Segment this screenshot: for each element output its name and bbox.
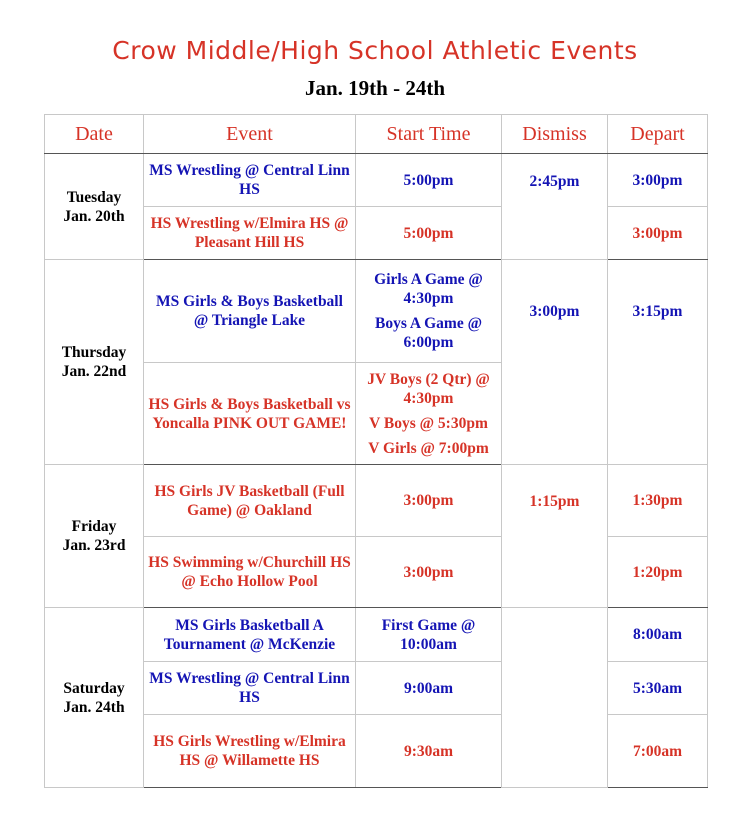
page-title: Crow Middle/High School Athletic Events	[112, 36, 638, 65]
column-header-date: Date	[45, 115, 144, 154]
table-row	[45, 207, 708, 260]
start-time-cell	[356, 363, 502, 465]
date-range: Jan. 19th - 24th	[304, 76, 446, 100]
table-row	[45, 154, 708, 207]
day-name: Friday	[71, 518, 117, 535]
day-date: Jan. 20th	[63, 207, 125, 225]
start-time-cell: 5:00pm	[356, 207, 502, 260]
start-time-cell: 3:00pm	[356, 537, 502, 608]
events-table	[44, 114, 708, 788]
dismiss-cell: 3:00pm	[502, 260, 608, 465]
dismiss-cell: 1:15pm	[502, 465, 608, 608]
start-time-line: Girls A Game @ 4:30pm	[374, 271, 483, 307]
start-time-line: V Girls @ 7:00pm	[368, 439, 489, 457]
event-cell: MS Wrestling @ Central Linn HS	[144, 154, 356, 207]
depart-cell: 3:15pm	[608, 260, 708, 465]
event-cell: HS Wrestling w/Elmira HS @ Pleasant Hill HS	[144, 207, 356, 260]
start-time-line: JV Boys (2 Qtr) @ 4:30pm	[367, 370, 490, 407]
event-cell: HS Girls Wrestling w/Elmira HS @ Willamette HS	[144, 715, 356, 788]
start-time-cell: 3:00pm	[356, 465, 502, 537]
day-name: Tuesday	[66, 188, 122, 206]
start-time-line: Boys A Game @ 6:00pm	[375, 315, 482, 351]
table-row	[45, 260, 708, 363]
day-date: Jan. 22nd	[61, 363, 127, 380]
table-row	[45, 465, 708, 537]
depart-cell: 3:00pm	[608, 207, 708, 260]
depart-cell: 1:30pm	[608, 465, 708, 537]
day-date: Jan. 24th	[63, 698, 125, 716]
event-cell: MS Girls & Boys Basketball @ Triangle Lake	[144, 260, 356, 363]
table-row	[45, 537, 708, 608]
start-time-cell: 5:00pm	[356, 154, 502, 207]
day-cell	[45, 260, 144, 465]
column-header-depart: Depart	[608, 115, 708, 154]
table-row	[45, 662, 708, 715]
day-cell	[45, 154, 144, 260]
start-time-cell: 9:30am	[356, 715, 502, 788]
depart-cell: 5:30am	[608, 662, 708, 715]
day-date: Jan. 23rd	[62, 537, 126, 554]
depart-cell: 7:00am	[608, 715, 708, 788]
day-name: Saturday	[63, 679, 125, 697]
event-cell: HS Girls JV Basketball (Full Game) @ Oakland	[144, 465, 356, 537]
column-header-dismiss: Dismiss	[502, 115, 608, 154]
event-cell: HS Swimming w/Churchill HS @ Echo Hollow Pool	[144, 537, 356, 608]
column-header-event: Event	[144, 115, 356, 154]
table-row	[45, 715, 708, 788]
start-time-line: V Boys @ 5:30pm	[369, 414, 488, 432]
start-time-cell: 9:00am	[356, 662, 502, 715]
table-row	[45, 608, 708, 662]
start-time-cell	[356, 260, 502, 363]
depart-cell: 1:20pm	[608, 537, 708, 608]
depart-cell: 3:00pm	[608, 154, 708, 207]
event-cell: HS Girls & Boys Basketball vs Yoncalla PINK OUT GAME!	[144, 363, 356, 465]
day-cell	[45, 465, 144, 608]
depart-cell: 8:00am	[608, 608, 708, 662]
day-name: Thursday	[61, 344, 127, 361]
header-row	[45, 115, 708, 154]
day-cell	[45, 608, 144, 788]
dismiss-cell	[502, 608, 608, 788]
event-cell: MS Girls Basketball A Tournament @ McKenzie	[144, 608, 356, 662]
dismiss-cell: 2:45pm	[502, 154, 608, 260]
event-cell: MS Wrestling @ Central Linn HS	[144, 662, 356, 715]
column-header-start-time: Start Time	[356, 115, 502, 154]
start-time-cell: First Game @ 10:00am	[356, 608, 502, 662]
